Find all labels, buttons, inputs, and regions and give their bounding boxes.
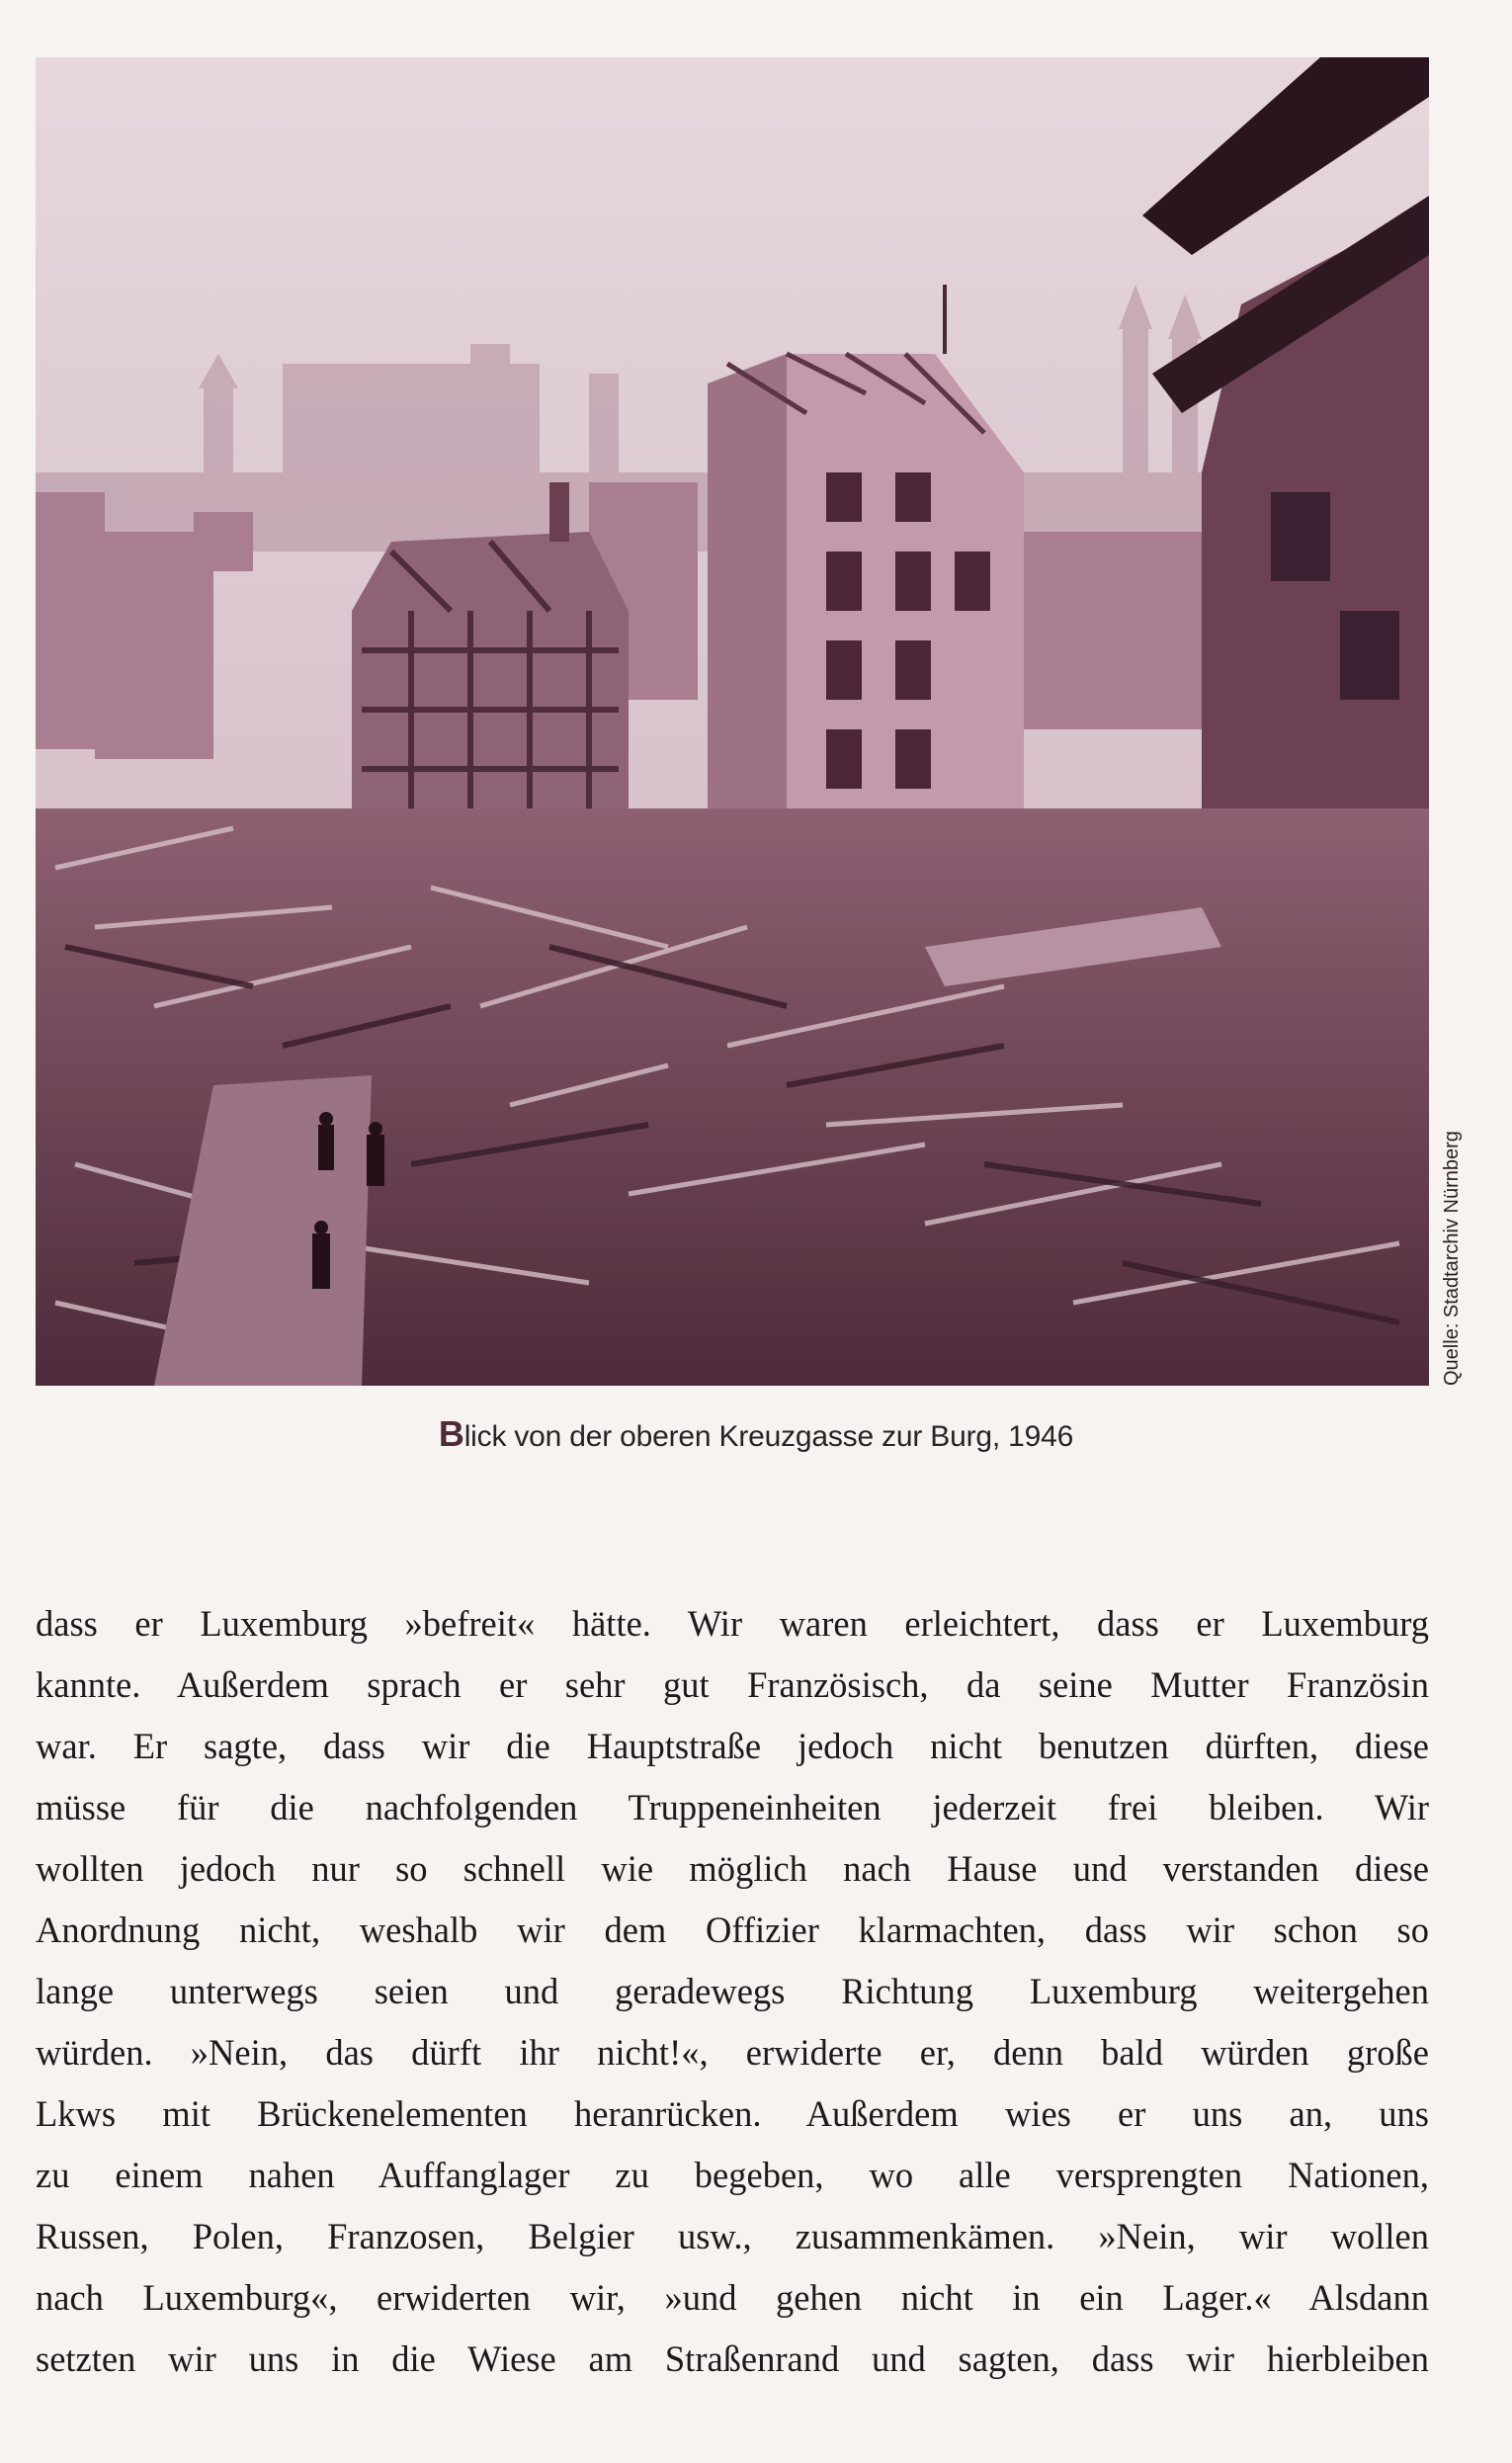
text-line: Anordnung nicht, weshalb wir dem Offizier klarmachten, dass wir schon so [36, 1910, 1429, 1950]
text-line: lange unterwegs seien und geradewegs Richtung Luxemburg weitergehen [36, 1971, 1429, 2011]
text-line: wollten jedoch nur so schnell wie möglich nach Hause und verstanden diese [36, 1848, 1429, 1889]
photo-caption [0, 1413, 1512, 1455]
photo-source-credit: Quelle: Stadtarchiv Nürnberg [1441, 1131, 1463, 1386]
text-line: nach Luxemburg«, erwiderten wir, »und gehen nicht in ein Lager.« Alsdann [36, 2277, 1429, 2318]
text-line: kannte. Außerdem sprach er sehr gut Französisch, da seine Mutter Französin [36, 1664, 1429, 1705]
text-line: Russen, Polen, Franzosen, Belgier usw., zusammenkämen. »Nein, wir wollen [36, 2216, 1429, 2256]
ruins-photograph [36, 57, 1429, 1386]
caption-initial: B [438, 1413, 464, 1454]
caption-text: lick von der oberen Kreuzgasse zur Burg, 1946 [463, 1420, 1074, 1453]
text-line: Lkws mit Brückenelementen heranrücken. Außerdem wies er uns an, uns [36, 2093, 1429, 2134]
text-line: müsse für die nachfolgenden Truppeneinheiten jederzeit frei bleiben. Wir [36, 1787, 1429, 1827]
text-line: setzten wir uns in die Wiese am Straßenrand und sagten, dass wir hierbleiben [36, 2338, 1429, 2379]
text-line: war. Er sagte, dass wir die Hauptstraße jedoch nicht benutzen dürften, diese [36, 1726, 1429, 1766]
text-line: zu einem nahen Auffanglager zu begeben, wo alle versprengten Nationen, [36, 2155, 1429, 2195]
text-line: dass er Luxemburg »befreit« hätte. Wir waren erleichtert, dass er Luxemburg [36, 1603, 1429, 1644]
body-text [36, 1593, 1429, 2390]
text-line: würden. »Nein, das dürft ihr nicht!«, erwiderte er, denn bald würden große [36, 2032, 1429, 2073]
